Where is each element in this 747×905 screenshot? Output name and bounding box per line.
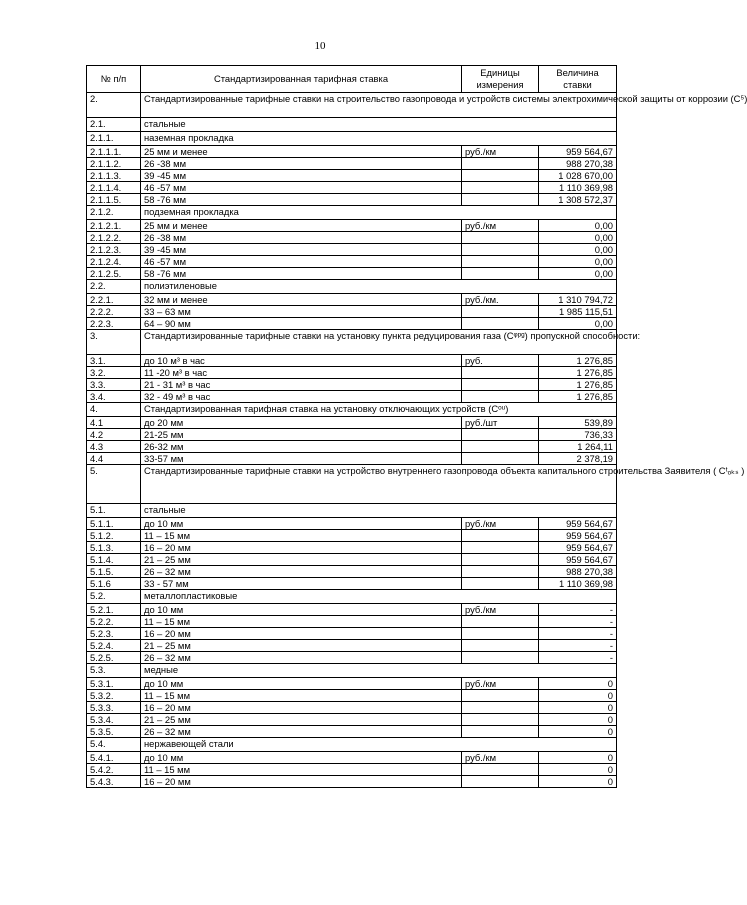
row-number: 2. [87, 93, 141, 118]
unit-cell [462, 367, 539, 379]
rate-value: 736,33 [539, 429, 617, 441]
table-row [87, 690, 617, 702]
unit-cell [462, 158, 539, 170]
row-number: 5.1.6 [87, 578, 141, 590]
section-title: Стандартизированные тарифные ставки на устройство внутреннего газопровода объекта капитального строительства Заявителя ( Cᵗₒₖₛ ) [141, 465, 617, 504]
table-row [87, 616, 617, 628]
header-unit: Единицы измерения [462, 66, 539, 93]
section-row [87, 590, 617, 604]
table-row [87, 678, 617, 690]
rate-name: 46 -57 мм [141, 256, 462, 268]
rate-name: до 10 мм [141, 752, 462, 764]
unit-cell [462, 714, 539, 726]
rate-value: 1 308 572,37 [539, 194, 617, 206]
rate-name: 33-57 мм [141, 453, 462, 465]
table-row [87, 256, 617, 268]
table-row [87, 417, 617, 429]
rate-name: до 20 мм [141, 417, 462, 429]
section-row [87, 330, 617, 355]
table-row [87, 764, 617, 776]
section-row [87, 132, 617, 146]
section-title: подземная прокладка [141, 206, 617, 220]
row-number: 2.2.3. [87, 318, 141, 330]
rate-value: 2 378,19 [539, 453, 617, 465]
unit-cell [462, 702, 539, 714]
table-row [87, 752, 617, 764]
row-number: 2.1.2.1. [87, 220, 141, 232]
section-row [87, 465, 617, 504]
unit-cell [462, 640, 539, 652]
table-row [87, 628, 617, 640]
unit-cell [462, 542, 539, 554]
rate-name: 21-25 мм [141, 429, 462, 441]
row-number: 4.4 [87, 453, 141, 465]
rate-name: 26 – 32 мм [141, 726, 462, 738]
rate-value: 0,00 [539, 318, 617, 330]
unit-cell [462, 391, 539, 403]
table-row [87, 429, 617, 441]
row-number: 5.2.1. [87, 604, 141, 616]
rate-name: 33 – 63 мм [141, 306, 462, 318]
rate-name: 11 – 15 мм [141, 616, 462, 628]
rate-name: 25 мм и менее [141, 220, 462, 232]
row-number: 4.2 [87, 429, 141, 441]
section-row [87, 664, 617, 678]
row-number: 2.1.2.3. [87, 244, 141, 256]
unit-cell [462, 182, 539, 194]
row-number: 4.3 [87, 441, 141, 453]
rate-name: до 10 мм [141, 678, 462, 690]
rate-name: 16 – 20 мм [141, 542, 462, 554]
row-number: 5.4.1. [87, 752, 141, 764]
header-value: Величина ставки [539, 66, 617, 93]
rate-name: 58 -76 мм [141, 268, 462, 280]
rate-value: 1 985 115,51 [539, 306, 617, 318]
rate-name: 11 – 15 мм [141, 530, 462, 542]
row-number: 5.4.3. [87, 776, 141, 788]
row-number: 3. [87, 330, 141, 355]
table-row [87, 640, 617, 652]
table-header-row [87, 66, 617, 93]
unit-cell [462, 616, 539, 628]
rate-name: 16 – 20 мм [141, 702, 462, 714]
row-number: 5.1.2. [87, 530, 141, 542]
unit-cell: руб./км [462, 220, 539, 232]
rate-name: 58 -76 мм [141, 194, 462, 206]
section-row [87, 403, 617, 417]
rate-value: 959 564,67 [539, 554, 617, 566]
unit-cell [462, 776, 539, 788]
unit-cell [462, 244, 539, 256]
table-row [87, 170, 617, 182]
table-row [87, 355, 617, 367]
table-row [87, 542, 617, 554]
table-row [87, 604, 617, 616]
rate-value: 0,00 [539, 232, 617, 244]
rate-value: 988 270,38 [539, 158, 617, 170]
row-number: 3.2. [87, 367, 141, 379]
rate-name: 39 -45 мм [141, 170, 462, 182]
rate-name: 33 - 57 мм [141, 578, 462, 590]
row-number: 2.1.1.5. [87, 194, 141, 206]
row-number: 5.1.3. [87, 542, 141, 554]
unit-cell: руб./км [462, 518, 539, 530]
rate-value: 0,00 [539, 268, 617, 280]
rate-name: 26-32 мм [141, 441, 462, 453]
rate-value: 1 110 369,98 [539, 578, 617, 590]
section-title: стальные [141, 504, 617, 518]
table-row [87, 714, 617, 726]
rate-name: 32 - 49 м³ в час [141, 391, 462, 403]
row-number: 2.1.2.4. [87, 256, 141, 268]
unit-cell [462, 268, 539, 280]
rate-value: - [539, 604, 617, 616]
page-number: 10 [314, 40, 326, 52]
table-row [87, 306, 617, 318]
table-row [87, 726, 617, 738]
section-title: наземная прокладка [141, 132, 617, 146]
rate-value: 0 [539, 714, 617, 726]
unit-cell: руб./км. [462, 294, 539, 306]
rate-value: - [539, 640, 617, 652]
unit-cell [462, 170, 539, 182]
unit-cell [462, 306, 539, 318]
rate-name: 11 – 15 мм [141, 764, 462, 776]
row-number: 2.1.1.4. [87, 182, 141, 194]
table-row [87, 441, 617, 453]
unit-cell [462, 554, 539, 566]
rate-value: 959 564,67 [539, 542, 617, 554]
row-number: 2.2. [87, 280, 141, 294]
unit-cell: руб. [462, 355, 539, 367]
rate-value: 0 [539, 752, 617, 764]
table-row [87, 518, 617, 530]
rate-name: 16 – 20 мм [141, 628, 462, 640]
row-number: 4.1 [87, 417, 141, 429]
unit-cell: руб./км [462, 604, 539, 616]
table-row [87, 566, 617, 578]
rate-name: 21 - 31 м³ в час [141, 379, 462, 391]
row-number: 5.4. [87, 738, 141, 752]
table-row [87, 158, 617, 170]
rate-value: 1 276,85 [539, 391, 617, 403]
unit-cell [462, 441, 539, 453]
unit-cell [462, 453, 539, 465]
section-row [87, 280, 617, 294]
row-number: 5.3.3. [87, 702, 141, 714]
row-number: 5.3.1. [87, 678, 141, 690]
row-number: 2.1.2. [87, 206, 141, 220]
unit-cell [462, 566, 539, 578]
table-row [87, 146, 617, 158]
rate-name: 21 – 25 мм [141, 554, 462, 566]
unit-cell [462, 429, 539, 441]
table-row [87, 194, 617, 206]
row-number: 3.4. [87, 391, 141, 403]
row-number: 2.1.2.2. [87, 232, 141, 244]
section-row [87, 93, 617, 118]
rate-value: 1 276,85 [539, 379, 617, 391]
table-row [87, 453, 617, 465]
row-number: 2.2.1. [87, 294, 141, 306]
section-title: Стандартизированные тарифные ставки на установку пункта редуцирования газа (Сᵠᵖᵍ) пропускной способности: [141, 330, 617, 355]
rate-value: 1 110 369,98 [539, 182, 617, 194]
section-row [87, 738, 617, 752]
header-name: Стандартизированная тарифная ставка [141, 66, 462, 93]
rate-name: 21 – 25 мм [141, 714, 462, 726]
section-title: Стандартизированная тарифная ставка на установку отключающих устройств (Сᵒᵘ) [141, 403, 617, 417]
rate-value: 0,00 [539, 256, 617, 268]
rate-value: 539,89 [539, 417, 617, 429]
table-row [87, 530, 617, 542]
section-row [87, 118, 617, 132]
rate-name: 46 -57 мм [141, 182, 462, 194]
table-row [87, 318, 617, 330]
table-row [87, 578, 617, 590]
row-number: 5.3.5. [87, 726, 141, 738]
row-number: 4. [87, 403, 141, 417]
rate-name: 11 -20 м³ в час [141, 367, 462, 379]
unit-cell [462, 530, 539, 542]
unit-cell [462, 232, 539, 244]
table-row [87, 268, 617, 280]
rate-name: 16 – 20 мм [141, 776, 462, 788]
row-number: 2.2.2. [87, 306, 141, 318]
row-number: 5.2. [87, 590, 141, 604]
rate-name: 32 мм и менее [141, 294, 462, 306]
table-row [87, 244, 617, 256]
row-number: 5.3.2. [87, 690, 141, 702]
section-title: Стандартизированные тарифные ставки на строительство газопровода и устройств системы электрохимической защиты от коррозии (С⁵) [141, 93, 617, 118]
row-number: 5.3. [87, 664, 141, 678]
section-row [87, 504, 617, 518]
row-number: 2.1.1. [87, 132, 141, 146]
rate-value: 988 270,38 [539, 566, 617, 578]
rate-value: 1 028 670,00 [539, 170, 617, 182]
unit-cell: руб./шт [462, 417, 539, 429]
row-number: 5.2.4. [87, 640, 141, 652]
unit-cell: руб./км [462, 752, 539, 764]
table-row [87, 379, 617, 391]
rate-value: 0,00 [539, 220, 617, 232]
rate-value: 959 564,67 [539, 530, 617, 542]
table-row [87, 776, 617, 788]
table-row [87, 232, 617, 244]
rate-name: 26 -38 мм [141, 232, 462, 244]
unit-cell [462, 379, 539, 391]
rate-value: 959 564,67 [539, 146, 617, 158]
table-body [87, 93, 747, 788]
rate-name: до 10 мм [141, 518, 462, 530]
unit-cell [462, 194, 539, 206]
unit-cell: руб./км [462, 146, 539, 158]
section-title: полиэтиленовые [141, 280, 617, 294]
table-row [87, 294, 617, 306]
row-number: 5.1.1. [87, 518, 141, 530]
rate-value: 1 310 794,72 [539, 294, 617, 306]
rate-value: 0 [539, 678, 617, 690]
table-row [87, 367, 617, 379]
row-number: 2.1.1.2. [87, 158, 141, 170]
rate-value: 0 [539, 726, 617, 738]
rate-name: 64 – 90 мм [141, 318, 462, 330]
row-number: 5.1.4. [87, 554, 141, 566]
section-title: медные [141, 664, 617, 678]
unit-cell [462, 318, 539, 330]
section-row [87, 206, 617, 220]
rate-value: 0 [539, 690, 617, 702]
section-title: стальные [141, 118, 617, 132]
table-row [87, 652, 617, 664]
rate-name: 11 – 15 мм [141, 690, 462, 702]
section-title: нержавеющей стали [141, 738, 617, 752]
rate-name: 21 – 25 мм [141, 640, 462, 652]
tariff-table [86, 65, 747, 788]
row-number: 5.2.3. [87, 628, 141, 640]
table-row [87, 182, 617, 194]
rate-name: 26 -38 мм [141, 158, 462, 170]
table-row [87, 554, 617, 566]
row-number: 5. [87, 465, 141, 504]
rate-value: - [539, 616, 617, 628]
rate-name: 25 мм и менее [141, 146, 462, 158]
unit-cell [462, 764, 539, 776]
section-title: металлопластиковые [141, 590, 617, 604]
table-row [87, 220, 617, 232]
rate-value: 1 264,11 [539, 441, 617, 453]
rate-value: 0 [539, 776, 617, 788]
row-number: 3.1. [87, 355, 141, 367]
unit-cell [462, 652, 539, 664]
rate-value: 959 564,67 [539, 518, 617, 530]
rate-name: 39 -45 мм [141, 244, 462, 256]
rate-name: 26 – 32 мм [141, 652, 462, 664]
row-number: 2.1. [87, 118, 141, 132]
row-number: 2.1.2.5. [87, 268, 141, 280]
row-number: 5.3.4. [87, 714, 141, 726]
unit-cell [462, 256, 539, 268]
unit-cell: руб./км [462, 678, 539, 690]
rate-value: 0 [539, 702, 617, 714]
row-number: 5.2.2. [87, 616, 141, 628]
rate-value: 1 276,85 [539, 355, 617, 367]
rate-name: до 10 м³ в час [141, 355, 462, 367]
rate-value: - [539, 628, 617, 640]
header-num: № п/п [87, 66, 141, 93]
table-row [87, 702, 617, 714]
rate-value: 1 276,85 [539, 367, 617, 379]
row-number: 5.1. [87, 504, 141, 518]
row-number: 5.2.5. [87, 652, 141, 664]
unit-cell [462, 628, 539, 640]
rate-name: 26 – 32 мм [141, 566, 462, 578]
unit-cell [462, 726, 539, 738]
table-row [87, 391, 617, 403]
unit-cell [462, 578, 539, 590]
unit-cell [462, 690, 539, 702]
row-number: 3.3. [87, 379, 141, 391]
row-number: 2.1.1.1. [87, 146, 141, 158]
rate-name: до 10 мм [141, 604, 462, 616]
row-number: 5.1.5. [87, 566, 141, 578]
rate-value: 0,00 [539, 244, 617, 256]
row-number: 5.4.2. [87, 764, 141, 776]
row-number: 2.1.1.3. [87, 170, 141, 182]
rate-value: 0 [539, 764, 617, 776]
rate-value: - [539, 652, 617, 664]
